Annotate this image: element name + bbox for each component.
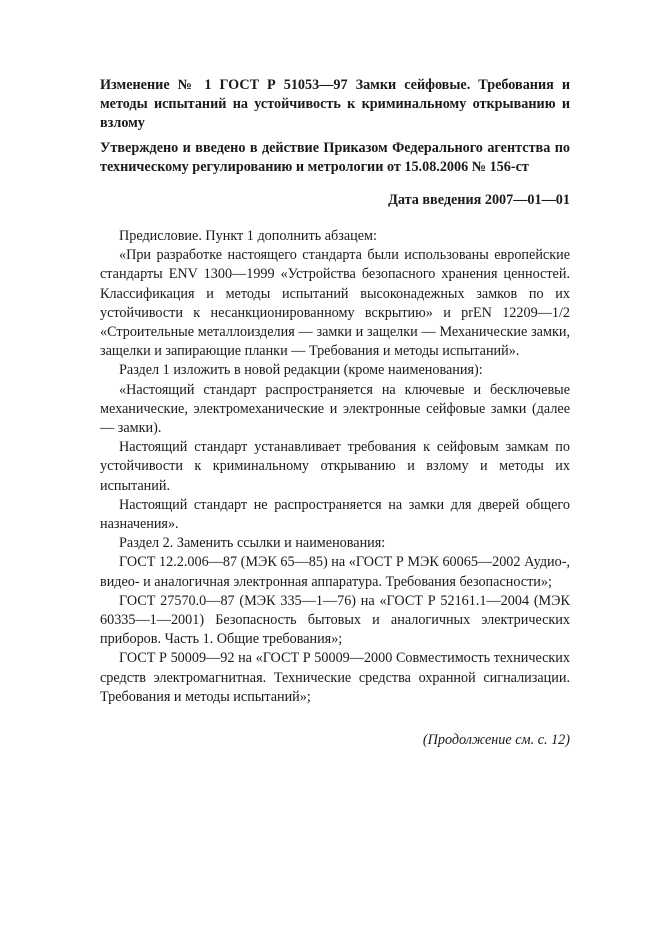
paragraph: ГОСТ Р 50009—92 на «ГОСТ Р 50009—2000 Совместимость технических средств электромагнитная. Технические средства охранной сигнализации. Требования и методы испытаний»; <box>100 650 570 705</box>
paragraph: «При разработке настоящего стандарта были использованы европейские стандарты ENV 1300—1999 «Устройства безопасного хранения ценностей. Классификация и методы испытаний высоконадежных замков по их устойчивости к несанкционированному вскрытию» и prEN 12209—1/2 «Строительные металлоизделия — замки и защелки — Механические замки, защелки и запирающие планки — Требования и методы испытаний». <box>100 247 570 360</box>
paragraph: ГОСТ 12.2.006—87 (МЭК 65—85) на «ГОСТ Р МЭК 60065—2002 Аудио-, видео- и аналогичная электронная аппаратура. Требования безопасности»; <box>100 554 570 590</box>
document-content <box>100 76 570 750</box>
amendment-heading: Изменение № 1 ГОСТ Р 51053—97 Замки сейфовые. Требования и методы испытаний на устойчивость к криминальному открыванию и взлому <box>100 77 570 131</box>
effective-date: Дата введения 2007—01—01 <box>388 192 570 208</box>
continuation-note: (Продолжение см. с. 12) <box>422 732 570 749</box>
approval-statement: Утверждено и введено в действие Приказом Федерального агентства по техническому регулированию и метрологии от 15.08.2006 № 156-ст <box>100 140 570 175</box>
paragraph: Настоящий стандарт устанавливает требования к сейфовым замкам по устойчивости к криминальному открыванию и взлому и методы их испытаний. <box>100 439 570 494</box>
paragraph: Раздел 1 изложить в новой редакции (кроме наименования): <box>119 362 483 379</box>
paragraph: «Настоящий стандарт распространяется на ключевые и бесключевые механические, электромеханические и электронные сейфовые замки (далее — замки). <box>100 381 570 437</box>
paragraph: ГОСТ 27570.0—87 (МЭК 335—1—76) на «ГОСТ Р 52161.1—2004 (МЭК 60335—1—2001) Безопасность бытовых и аналогичных электрических приборов. Часть 1. Общие требования»; <box>100 592 570 648</box>
paragraph: Предисловие. Пункт 1 дополнить абзацем: <box>119 228 377 244</box>
document-body <box>100 227 570 707</box>
paragraph: Настоящий стандарт не распространяется на замки для дверей общего назначения». <box>100 496 570 533</box>
paragraph: Раздел 2. Заменить ссылки и наименования: <box>119 535 386 552</box>
